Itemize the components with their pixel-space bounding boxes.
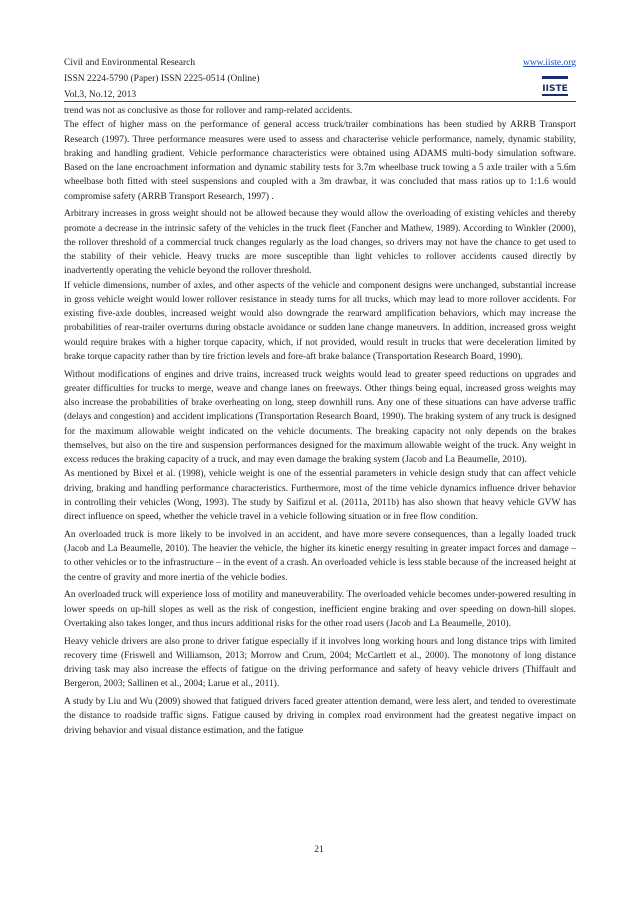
paragraph: A study by Liu and Wu (2009) showed that fatigued drivers faced greater attention demand, were less alert, and tended to overestimate the distance to roadside traffic signs. Fatigue caused by driving in complex road environment had the greatest negative impact on driving behavior and visual distance estimation, and the fatigue bbox=[64, 697, 576, 736]
journal-url-link[interactable]: www.iiste.org bbox=[522, 58, 576, 68]
volume-line: Vol.3, No.12, 2013 bbox=[64, 90, 137, 100]
paragraph: An overloaded truck is more likely to be involved in an accident, and have more severe consequences, than a legally loaded truck (Jacob and La Beaumelle, 2010). The heavier the vehicle, the higher its kinetic energy resulting in greater impact forces and damage – to other vehicles or to the infrastructure – in the event of a crash. An overloaded vehicle is less stable because of the increased height at the centre of gravity and more inertia of the vehicle bodies. bbox=[64, 529, 576, 583]
page-number: 21 bbox=[314, 845, 324, 855]
page-header bbox=[64, 55, 576, 103]
journal-title: Civil and Environmental Research bbox=[64, 58, 196, 68]
iiste-logo bbox=[540, 73, 570, 99]
logo-lettering: IISTE bbox=[542, 84, 568, 94]
journal-info bbox=[64, 55, 260, 103]
issn-line: ISSN 2224-5790 (Paper) ISSN 2225-0514 (Online) bbox=[64, 74, 260, 84]
paragraph: As mentioned by Bixel et al. (1998), vehicle weight is one of the essential parameters in vehicle design study that can affect vehicle driving, braking and handling performance characteristics. Furthermore, most of the time vehicle dynamics influence driver behavior in controlling their vehicles (Wong, 1993). The study by Saifizul et al. (2011a, 2011b) has also shown that heavy vehicle GVW has direct influence on speed, whether the vehicle travel in a vehicle following situation or in free flow condition. bbox=[64, 469, 576, 522]
paragraph: Arbitrary increases in gross weight should not be allowed because they would allow the overloading of existing vehicles and thereby promote a decrease in the intrinsic safety of the vehicles in the truck fleet (Fancher and Mathew, 1989). According to Winkler (2000), the rollover threshold of a commercial truck changes regularly as the load changes, so drivers may not have the chance to get used to the stability of their vehicle. Heavy trucks are more susceptible than light vehicles to rollover accidents caused directly by inadvertently operating the vehicle beyond the rollover threshold. bbox=[64, 209, 576, 277]
paragraph: Heavy vehicle drivers are also prone to driver fatigue especially if it involves long working hours and long distance trips with limited recovery time (Friswell and Williamson, 2013; Morrow and Crum, 2004; McCartlett et al., 2000). The monotony of long distance driving task may also increase the effects of fatigue on the driving performance and safety of heavy vehicle drivers (Thiffault and Bergeron, 2003; Sallinen et al., 2004; Larue et al., 2011). bbox=[64, 636, 576, 690]
paragraph: The effect of higher mass on the performance of general access truck/trailer combinations has been studied by ARRB Transport Research (1997). Three performance measures were used to assess and characterise vehicle performance, namely, dynamic stability, braking and handling gradient. Vehicle performance characteristics were obtained using ADAMS multi-body simulation software. Based on the lane encroachment information and dynamic stability tests for 3.7m wheelbase truck towing a 5 axle trailer with a 5.6m wheelbase both fitted with steel suspensions and coupled with a 3m drawbar, it was concluded that mass ratios up to 1:1.6 would compromise safety (ARRB Transport Research, 1997) . bbox=[64, 120, 576, 202]
body-text bbox=[64, 104, 576, 741]
paragraph: If vehicle dimensions, number of axles, and other aspects of the vehicle and component designs were unchanged, substantial increase in gross vehicle weight would lower rollover resistance in steady turns for all trucks, which may lead to more rollover accidents. For existing five-axle doubles, increased weight would also downgrade the rearward amplification behaviors, which may increase the probabilities of rear-trailer overturns during obstacle avoidance or sudden lane change maneuvers. In addition, increased gross weight would require brakes with a higher torque capacity, which, if not provided, would result in trucks that were deceleration limited by brake torque capacity rather than by tire friction levels and fore-aft brake balance (Transportation Research Board, 1990). bbox=[64, 280, 576, 362]
paragraph: trend was not as conclusive as those for rollover and ramp-related accidents. bbox=[64, 106, 353, 116]
paragraph: An overloaded truck will experience loss of motility and maneuverability. The overloaded vehicle becomes under-powered resulting in lower speeds on up-hill slopes as well as the risk of congestion, inefficient engine braking and over speeding on down-hill slopes. Overtaking also takes longer, and thus incurs additional risks for the other road users (Jacob and La Beaumelle, 2010). bbox=[64, 590, 576, 629]
header-rule bbox=[64, 101, 576, 102]
paragraph: Without modifications of engines and drive trains, increased truck weights would lead to greater speed reductions on upgrades and greater difficulties for trucks to merge, weave and change lanes on freeways. Other things being equal, increased gross weights may also increase the probabilities of brake overheating on long, steep downhill runs. Any one of these situations can have adverse traffic (delays and congestion) and accident implications (Transportation Research Board, 1990). The braking system of any truck is designed for the maximum allowable weight indicated on the vehicle documents. The breaking capacity not only depends on the brakes themselves, but also on the tire and suspension performances designed for the maximum allowable weight of the truck. Any weight in excess reduces the braking capacity of a truck, and may even damage the braking system (Jacob and La Beaumelle, 2010). bbox=[64, 369, 576, 465]
